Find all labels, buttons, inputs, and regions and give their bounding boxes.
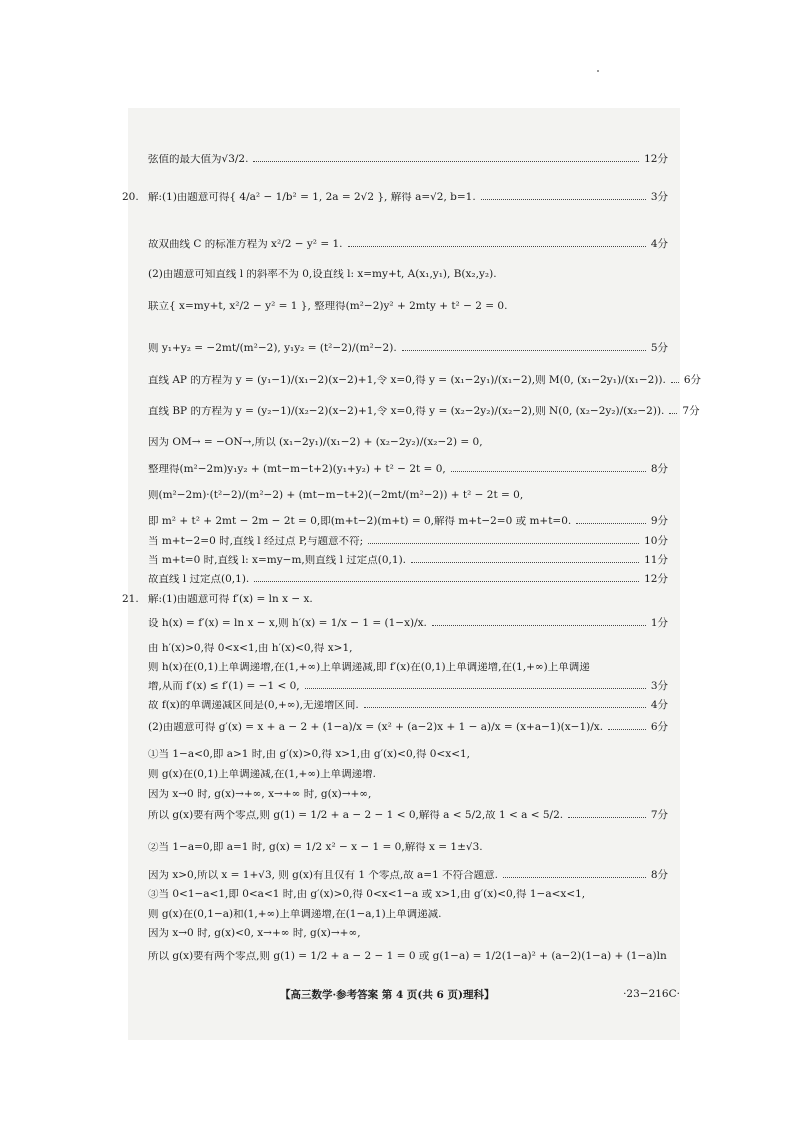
line-score: 8分 xyxy=(650,462,668,475)
line-text: 因为 x→0 时, g(x)<0, x→+∞ 时, g(x)→+∞, xyxy=(148,927,361,939)
line-text: 直线 AP 的方程为 y = (y₁−1)/(x₁−2)(x−2)+1,令 x=0,得 y = (x₁−2y₁)/(x₁−2),则 M(0, (x₁−2y₁)/(x₁−2)). xyxy=(148,374,666,386)
answer-line xyxy=(148,836,668,858)
line-text: (2)由题意可知直线 l 的斜率不为 0,设直线 l: x=my+t, A(x₁,y₁), B(x₂,y₂). xyxy=(148,268,497,280)
line-text: 则 h(x)在(0,1)上单调递增,在(1,+∞)上单调递减,即 f′(x)在(0,1)上单调递增,在(1,+∞)上单调递 xyxy=(148,661,590,673)
line-text: 故直线 l 过定点(0,1). xyxy=(148,573,250,585)
answer-line xyxy=(148,289,668,323)
answer-line xyxy=(148,458,668,480)
line-text: 整理得(m²−2m)y₁y₂ + (mt−m−t+2)(y₁+y₂) + t² − 2t = 0, xyxy=(148,463,446,475)
line-text: 则 g(x)在(0,1−a)和(1,+∞)上单调递增,在(1−a,1)上单调递减. xyxy=(148,908,442,920)
line-score: 3分 xyxy=(650,679,668,692)
line-text: 由 h′(x)>0,得 0<x<1,由 h′(x)<0,得 x>1, xyxy=(148,642,353,654)
answer-line xyxy=(148,148,668,170)
line-text: 则 y₁+y₂ = −2mt/(m²−2), y₁y₂ = (t²−2)/(m²−2). xyxy=(148,342,397,354)
question-number: 21. xyxy=(122,592,139,605)
line-text: 解:(1)由题意可得 f′(x) = ln x − x. xyxy=(148,593,313,605)
answer-line xyxy=(148,369,702,391)
line-score: 10分 xyxy=(644,534,668,547)
line-score: 6分 xyxy=(683,373,702,386)
line-score: 4分 xyxy=(650,698,668,711)
line-score: 5分 xyxy=(650,341,668,354)
answer-line xyxy=(148,743,668,765)
answer-line xyxy=(148,263,668,285)
line-text: 直线 BP 的方程为 y = (y₂−1)/(x₂−2)(x−2)+1,令 x=0,得 y = (x₂−2y₂)/(x₂−2),则 N(0, (x₂−2y₂)/(x₂−2)). xyxy=(148,405,665,417)
line-text: 则(m²−2m)·(t²−2)/(m²−2) + (mt−m−t+2)(−2mt/(m²−2)) + t² − 2t = 0, xyxy=(148,489,524,501)
line-text: 当 m+t−2=0 时,直线 l 经过点 P,与题意不符; xyxy=(148,535,364,547)
line-text: ③当 0<1−a<1,即 0<a<1 时,由 g′(x)>0,得 0<x<1−a 或 x>1,由 g′(x)<0,得 1−a<x<1, xyxy=(148,888,586,900)
line-text: 所以 g(x)要有两个零点,则 g(1) = 1/2 + a − 2 − 1 < 0,解得 a < 5/2,故 1 < a < 5/2. xyxy=(148,809,564,821)
answer-line xyxy=(148,716,668,738)
line-text: 增,从而 f′(x) ≤ f′(1) = −1 < 0, xyxy=(148,680,300,692)
line-text: 解:(1)由题意可得{ 4/a² − 1/b² = 1, 2a = 2√2 }, 解得 a=√2, b=1. xyxy=(148,191,476,203)
line-text: 因为 x>0,所以 x = 1+√3, 则 g(x)有且仅有 1 个零点,故 a=1 不符合题意. xyxy=(148,869,498,881)
answer-line xyxy=(148,233,668,255)
answer-line xyxy=(148,431,668,453)
line-score: 11分 xyxy=(644,553,668,566)
line-text: 因为 x→0 时, g(x)→+∞, x→+∞ 时, g(x)→+∞, xyxy=(148,788,372,800)
answer-line xyxy=(148,510,668,532)
scan-speck xyxy=(597,70,599,72)
line-score: 7分 xyxy=(682,404,700,417)
line-text: ②当 1−a=0,即 a=1 时, g(x) = 1/2 x² − x − 1 = 0,解得 x = 1±√3. xyxy=(148,841,483,853)
line-text: 当 m+t=0 时,直线 l: x=my−m,则直线 l 过定点(0,1). xyxy=(148,554,406,566)
answer-line xyxy=(148,783,668,805)
line-text: 所以 g(x)要有两个零点,则 g(1) = 1/2 + a − 2 − 1 = 0 或 g(1−a) = 1/2(1−a)² + (a−2)(1−a) + (1−a)ln xyxy=(148,950,667,962)
answer-line xyxy=(148,883,668,905)
answer-line xyxy=(148,763,668,785)
line-score: 12分 xyxy=(644,572,668,585)
answer-line xyxy=(148,612,668,634)
answer-line xyxy=(148,694,668,716)
line-score: 8分 xyxy=(650,868,668,881)
answer-line xyxy=(148,945,668,967)
line-text: ①当 1−a<0,即 a>1 时,由 g′(x)>0,得 x>1,由 g′(x)<0,得 0<x<1, xyxy=(148,748,471,760)
answer-line xyxy=(122,180,668,214)
line-score: 6分 xyxy=(650,720,668,733)
answer-line xyxy=(148,804,668,826)
line-score: 9分 xyxy=(650,514,668,527)
line-text: 弦值的最大值为√3/2. xyxy=(148,153,249,165)
answer-line xyxy=(148,337,668,359)
line-text: 故 f(x)的单调递减区间是(0,+∞),无递增区间. xyxy=(148,699,359,711)
line-text: 故双曲线 C 的标准方程为 x²/2 − y² = 1. xyxy=(148,238,343,250)
page-footer xyxy=(280,982,690,1006)
footer-code: ·23−216C· xyxy=(623,988,680,1000)
footer-title: 【高三数学·参考答案 第 4 页(共 6 页)理科】 xyxy=(280,988,495,1001)
line-score: 7分 xyxy=(650,808,668,821)
line-text: (2)由题意可得 g′(x) = x + a − 2 + (1−a)/x = (x² + (a−2)x + 1 − a)/x = (x+a−1)(x−1)/x. xyxy=(148,721,604,733)
answer-line xyxy=(148,568,668,590)
answer-line xyxy=(148,400,700,422)
line-text: 即 m² + t² + 2mt − 2m − 2t = 0,即(m+t−2)(m+t) = 0,解得 m+t−2=0 或 m+t=0. xyxy=(148,515,572,527)
line-text: 联立{ x=my+t, x²/2 − y² = 1 }, 整理得(m²−2)y² + 2mty + t² − 2 = 0. xyxy=(148,300,508,312)
answer-line xyxy=(148,484,668,506)
line-score: 1分 xyxy=(650,616,668,629)
line-text: 设 h(x) = f′(x) = ln x − x,则 h′(x) = 1/x − 1 = (1−x)/x. xyxy=(148,617,427,629)
line-text: 则 g(x)在(0,1)上单调递减,在(1,+∞)上单调递增. xyxy=(148,768,376,780)
line-text: 因为 OM→ = −ON→,所以 (x₁−2y₁)/(x₁−2) + (x₂−2y₂)/(x₂−2) = 0, xyxy=(148,436,483,448)
question-number: 20. xyxy=(122,190,139,203)
line-score: 12分 xyxy=(644,152,668,165)
line-score: 3分 xyxy=(650,190,668,203)
line-score: 4分 xyxy=(650,237,668,250)
answer-line xyxy=(148,922,668,944)
answer-line xyxy=(122,588,668,610)
